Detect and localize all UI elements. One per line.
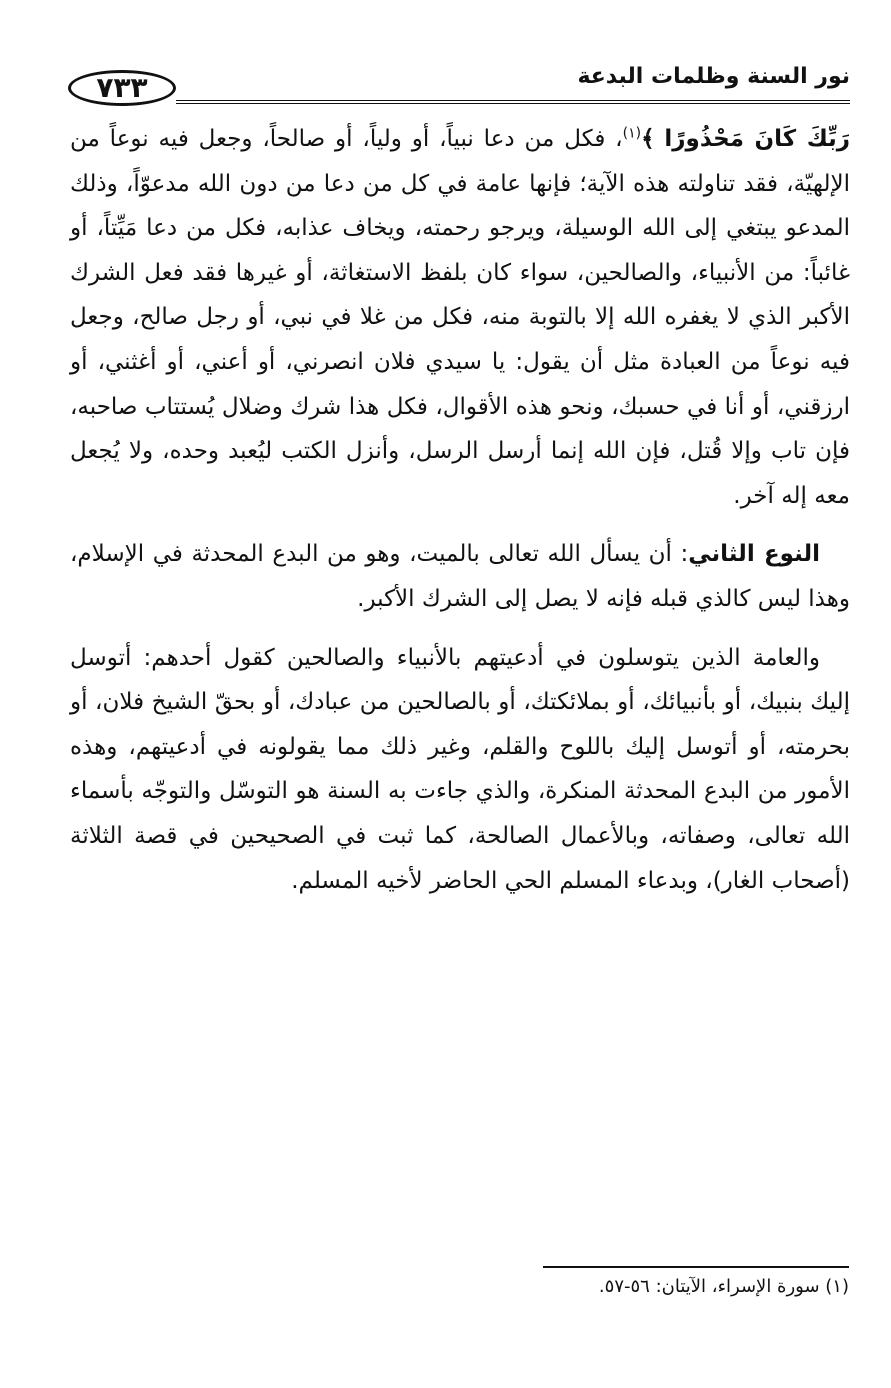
paragraph-3: والعامة الذين يتوسلون في أدعيتهم بالأنبياء والصالحين كقول أحدهم: أتوسل إليك بنبيك، أو بأنبيائك، أو بملائكتك، أو بالصالحين من عبادك، أو بحقّ الشيخ فلان، أو بحرمته، أو أتوسل إليك باللوح والقلم، وغير ذلك مما يقولونه في أدعيتهم، وهذه الأمور من البدع المحدثة المنكرة، والذي جاءت به السنة هو التوسّل والتوجّه بأسماء الله تعالى، وصفاته، وبالأعمال الصالحة، كما ثبت في الصحيحين في قصة الثلاثة (أصحاب الغار)، وبدعاء المسلم الحي الحاضر لأخيه المسلم. [70,644,850,894]
paragraph-2-text: : أن يسأل الله تعالى بالميت، وهو من البدع المحدثة في الإسلام، وهذا ليس كالذي قبله فإنه لا يصل إلى الشرك الأكبر. [70,541,850,612]
header-rule [176,100,850,104]
paragraph-1 [70,117,850,518]
book-title: نور السنة وظلمات البدعة [577,64,850,89]
quran-close-bracket: ﴾ [641,126,655,152]
footnote-separator [543,1266,849,1268]
paragraph-1-text: ، فكل من دعا نبياً، أو ولياً، أو صالحاً، وجعل فيه نوعاً من الإلهيّة، فقد تناولته هذه الآية؛ فإنها عامة في كل من دعا من دون الله مدعوّاً، وذلك المدعو يبتغي إلى الله الوسيلة، ويرجو رحمته، ويخاف عذابه، فكل من دعا مَيِّتاً، أو غائباً: من الأنبياء، والصالحين، سواء كان بلفظ الاستغاثة، أو غيرها فقد فعل الشرك الأكبر الذي لا يغفره الله إلا بالتوبة منه، فكل من غلا في نبي، أو رجل صالح، وجعل فيه نوعاً من العبادة مثل أن يقول: يا سيدي فلان انصرني، أو أعني، أو أغثني، أو ارزقني، أو أنا في حسبك، ونحو هذه الأقوال، فكل هذا شرك وضلال يُستتاب صاحبه، فإن تاب وإلا قُتل، فإن الله إنما أرسل الرسل، وأنزل الكتب ليُعبد وحده، ولا يُجعل معه إله آخر. [70,126,850,509]
paragraph-2 [70,532,850,621]
footnote: (١) سورة الإسراء، الآيتان: ٥٦-٥٧. [598,1276,849,1297]
page-number: ٧٣٣ [68,70,176,106]
running-header [68,60,850,110]
paragraph-2-lead: النوع الثاني [688,541,820,568]
main-text [70,117,850,903]
footnote-reference[interactable]: (١) [622,125,642,142]
quran-verse: رَبِّكَ كَانَ مَحْذُورًا [664,126,850,152]
